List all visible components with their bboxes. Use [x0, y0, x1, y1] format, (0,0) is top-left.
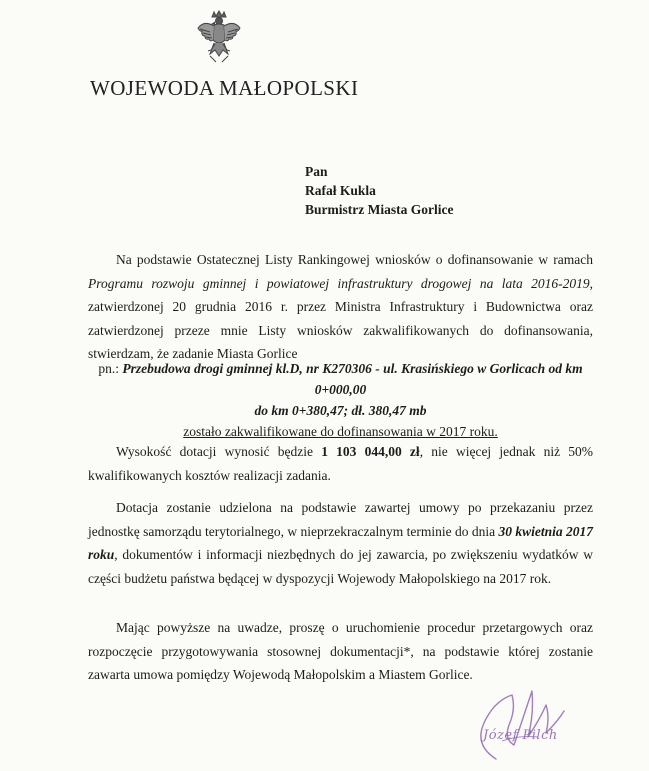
paragraph-deadline: Dotacja zostanie udzielona na podstawie zawartej umowy po przekazaniu przez jednostkę samorządu terytorialnego, w nieprzekraczalnym terminie do dnia 30 kwietnia 2017 roku, dokumentów i informacji niezbędnych do jej zawarcia, po zwiększeniu wydatków w części budżetu państwa będącej w dyspozycji Wojewody Małopolskiego na 2017 rok.: [88, 500, 593, 586]
program-name: Programu rozwoju gminnej i powiatowej infrastruktury drogowej na lata 2016-2019: [88, 275, 590, 291]
addressee-title: Burmistrz Miasta Gorlice: [305, 202, 454, 217]
paragraph-basis: Na podstawie Ostatecznej Listy Rankingowej wniosków o dofinansowanie w ramach Programu rozwoju gminnej i powiatowej infrastruktury drogowej na lata 2016-2019, zatwierdzonej 20 grudnia 2016 r. przez Ministra Infrastruktury i Budownictwa oraz zatwierdzonej przeze mnie Listy wniosków zakwalifikowanych do dofinansowania, stwierdzam, że zadanie Miasta Gorlice: [88, 252, 593, 361]
paragraph-amount: Wysokość dotacji wynosić będzie 1 103 044,00 zł, nie więcej jednak niż 50% kwalifikowanych kosztów realizacji zadania.: [88, 444, 594, 483]
project-name-cont: do km 0+380,47; dł. 380,47 mb: [254, 403, 427, 418]
project-name: Przebudowa drogi gminnej kl.D, nr K270306 - ul. Krasińskiego w Gorlicach od km 0+000,00: [122, 361, 583, 397]
addressee-name: Rafał Kukla: [305, 183, 376, 198]
addressee-block: [305, 162, 453, 219]
polish-eagle-emblem: [196, 10, 242, 66]
signature-scribble: [454, 675, 594, 767]
qualified-statement: zostało zakwalifikowane do dofinansowania w 2017 roku.: [183, 424, 498, 439]
organization-header: WOJEWODA MAŁOPOLSKI: [90, 76, 359, 100]
deadline-date: 30 kwietnia 2017 roku: [88, 523, 593, 562]
signatory-name: Józef Pilch: [483, 728, 558, 743]
paragraph-request: Mając powyższe na uwadze, proszę o uruchomienie procedur przetargowych oraz rozpoczęcie przygotowywania stosownej dokumentacji*, na podstawie której zostanie zawarta umowa pomiędzy Wojewodą Małopolskim a Miastem Gorlice.: [88, 620, 593, 682]
grant-amount: 1 103 044,00 zł: [321, 444, 420, 459]
addressee-salutation: Pan: [305, 164, 328, 179]
project-block: pn.: Przebudowa drogi gminnej kl.D, nr K270306 - ul. Krasińskiego w Gorlicach od km 0+000,00 do km 0+380,47; dł. 380,47 mb zostało zakwalifikowane do dofinansowania w 2017 roku.: [88, 358, 593, 442]
